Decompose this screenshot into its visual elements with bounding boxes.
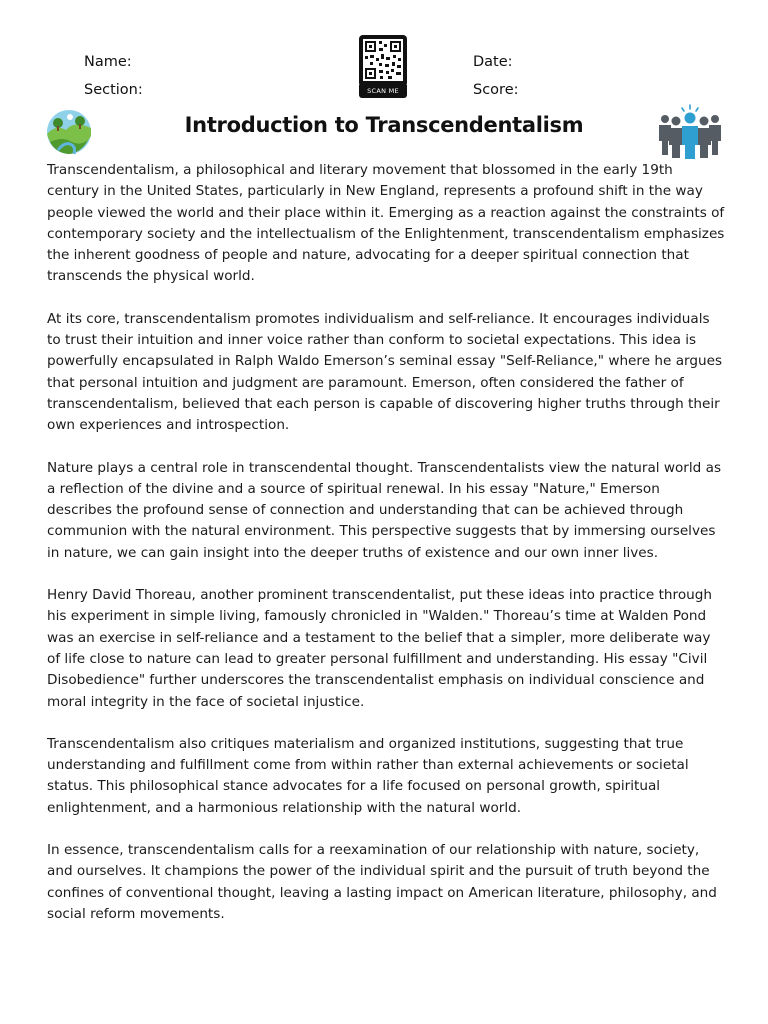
article-body — [47, 160, 727, 946]
score-label: Score: — [473, 82, 519, 98]
people-group-icon — [657, 103, 723, 159]
paragraph-4: Henry David Thoreau, another prominent transcendentalist, put these ideas into practice through his experiment in simple living, famously chronicled in "Walden." Thoreau’s time at Walden Pond was an exercise in self-reliance and a testament to the belief that a simpler, more deliberate way of life close to nature can lead to greater personal fulfillment and understanding. His essay "Civil Disobedience" further underscores the transcendentalist emphasis on individual conscience and moral integrity in the face of societal injustice. — [47, 587, 712, 710]
paragraph-1: Transcendentalism, a philosophical and literary movement that blossomed in the early 19th century in the United States, particularly in New England, represents a profound shift in the way people viewed the world and their place within it. Emerging as a reaction against the constraints of contemporary society and the intellectualism of the Enlightenment, transcendentalism emphasizes the inherent goodness of people and nature, advocating for a deeper spiritual connection that transcends the physical world. — [47, 162, 725, 285]
qr-caption: SCAN ME — [359, 85, 407, 98]
section-label: Section: — [84, 82, 143, 98]
name-label: Name: — [84, 54, 132, 70]
paragraph-5: Transcendentalism also critiques materialism and organized institutions, suggesting that true understanding and fulfillment come from within rather than external achievements or societal status. This philosophical stance advocates for a life focused on personal growth, spiritual enlightenment, and a harmonious relationship with the natural world. — [47, 735, 689, 816]
paragraph-3: Nature plays a central role in transcendental thought. Transcendentalists view the natural world as a reflection of the divine and a source of spiritual renewal. In his essay "Nature," Emerson describes the profound sense of connection and understanding that can be achieved through communion with the natural environment. This perspective suggests that by immersing ourselves in nature, we can gain insight into the deeper truths of existence and our own inner lives. — [47, 459, 722, 561]
paragraph-2: At its core, transcendentalism promotes individualism and self-reliance. It encourages individuals to trust their intuition and inner voice rather than conform to societal expectations. This idea is powerfully encapsulated in Ralph Waldo Emerson’s seminal essay "Self-Reliance," where he argues that personal intuition and judgment are paramount. Emerson, often considered the father of transcendentalism, believed that each person is capable of discovering higher truths through their own experiences and introspection. — [47, 310, 723, 434]
date-label: Date: — [473, 54, 513, 70]
page-title: Introduction to Transcendentalism — [184, 113, 584, 137]
paragraph-6: In essence, transcendentalism calls for a reexamination of our relationship with nature, society, and ourselves. It champions the power of the individual spirit and the pursuit of truth beyond the confines of conventional thought, leaving a lasting impact on American literature, philosophy, and social reform movements. — [47, 842, 717, 922]
